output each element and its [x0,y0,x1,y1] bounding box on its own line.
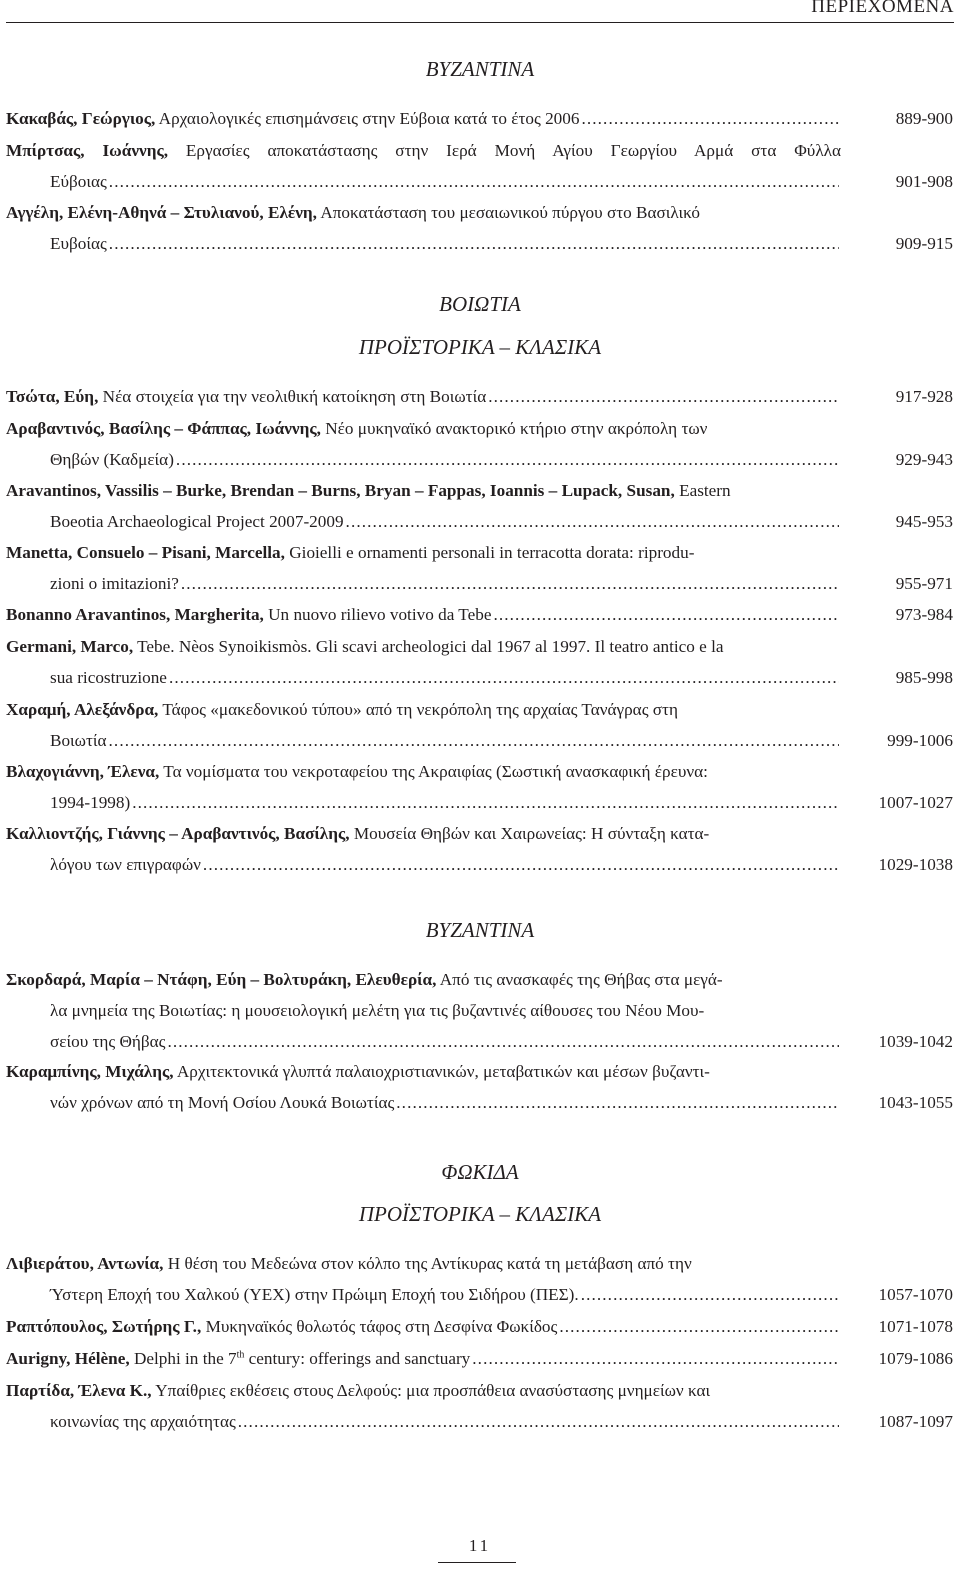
toc-entry [6,694,953,756]
entry-title-cont: νών χρόνων από τη Μονή Οσίου Λουκά Βοιωτίας [50,1093,395,1112]
period-heading: ΠΡΟΪΣΤΟΡΙΚΑ – ΚΛΑΣΙΚΑ [358,335,602,359]
entry-pages: 1007-1027 [878,793,953,812]
entry-pages: 985-998 [895,668,953,687]
entry-pages: 1071-1078 [878,1317,953,1336]
entry-pages: 889-900 [895,109,953,128]
entry-title-cont: κοινωνίας της αρχαιότητας [50,1412,236,1431]
entry-title-cont: zioni o imitazioni? [50,574,179,593]
entry-pages: 1057-1070 [878,1285,953,1304]
entry-author: Germani, Marco, [6,637,134,656]
entry-title-cont: λόγου των επιγραφών [50,855,201,874]
leader-dots [132,787,839,818]
leader-dots [346,506,839,537]
entry-author: Τσώτα, Εύη, [6,387,99,406]
entry-title: Από τις ανασκαφές της Θήβας στα μεγά- [436,970,723,989]
leader-dots [581,1279,839,1310]
entry-title: Eastern [674,481,731,500]
toc-entry [6,103,953,134]
entry-title: Un nuovo rilievo votivo da Tebe [263,605,492,624]
leader-dots [493,599,839,630]
leader-dots [109,228,839,259]
toc-entry [6,631,953,693]
entry-author: Κακαβάς, Γεώργιος, [6,109,156,128]
entry-pages: 1079-1086 [878,1349,953,1368]
running-head-title: ΠΕΡΙΕΧΟΜΕΝΑ [811,0,954,17]
entry-author: Παρτίδα, Έλενα Κ., [6,1381,152,1400]
toc-entry [6,1343,953,1374]
entry-title: Μυκηναϊκός θολωτός τάφος στη Δεσφίνα Φωκίδος [201,1317,558,1336]
leader-dots [169,662,839,693]
entry-title-cont: Βοιωτία [50,731,107,750]
section-heading: ΒΥΖΑΝΤΙΝΑ [425,918,535,942]
entry-pages: 901-908 [895,172,953,191]
running-head [6,0,954,23]
page-number: 11 [468,1536,492,1555]
leader-dots [238,1406,839,1437]
entry-pages: 999-1006 [887,731,953,750]
toc-entry [6,1375,953,1437]
toc-entry [6,1311,953,1342]
toc-entry [6,964,953,1057]
entry-author: Aurigny, Hélène, [6,1349,130,1368]
toc-entry [6,413,953,475]
leader-dots [176,444,839,475]
entry-author: Αγγέλη, Ελένη-Αθηνά – Στυλιανού, Ελένη, [6,203,317,222]
toc-entry [6,599,953,630]
entry-author: Aravantinos, Vassilis – Burke, Brendan – Burns, Bryan – Fappas, Ioannis – Lupack, Susan, [6,481,675,500]
entry-pages: 929-943 [895,450,953,469]
entry-pages: 917-928 [895,387,953,406]
entry-author: Λιβιεράτου, Αντωνία, [6,1254,164,1273]
region-heading: ΒΟΙΩΤΙΑ [439,292,521,316]
entry-author: Χαραμή, Αλεξάνδρα, [6,700,159,719]
entry-title: Αποκατάσταση του μεσαιωνικού πύργου στο Βασιλικό [316,203,700,222]
entry-title-cont: Ύστερη Εποχή του Χαλκού (ΥΕΧ) στην Πρώιμη Εποχή του Σιδήρου (ΠΕΣ). [50,1285,579,1304]
entry-author: Καραμπίνης, Μιχάλης, [6,1062,174,1081]
entry-title: Υπαίθριες εκθέσεις στους Δελφούς: μια προσπάθεια ανασύστασης μνημείων και [151,1381,711,1400]
entry-title: Μουσεία Θηβών και Χαιρωνείας: Η σύνταξη κατα- [349,824,710,843]
toc-entry [6,197,953,259]
entry-pages: 1029-1038 [878,855,953,874]
entry-title: Gioielli e ornamenti personali in terracotta dorata: riprodu- [284,543,695,562]
entry-title-cont: λα μνημεία της Βοιωτίας: η μουσειολογική μελέτη για τις βυζαντινές αίθουσες του Νέου Μου- [50,1001,705,1020]
toc-entry [6,756,953,818]
period-heading: ΠΡΟΪΣΤΟΡΙΚΑ – ΚΛΑΣΙΚΑ [358,1202,602,1226]
leader-dots [203,849,839,880]
entry-title-cont: σείου της Θήβας [50,1032,166,1051]
toc-entry [6,1248,953,1310]
section-heading: ΒΥΖΑΝΤΙΝΑ [425,57,535,81]
entry-author: Σκορδαρά, Μαρία – Ντάφη, Εύη – Βολτυράκη, Ελευθερία, [6,970,437,989]
entry-title-cont: Εύβοιας [50,172,107,191]
entry-author: Bonanno Aravantinos, Margherita, [6,605,264,624]
entry-title: Tebe. Nèos Synoikismòs. Gli scavi archeologici dal 1967 al 1997. Il teatro antico e la [133,637,724,656]
toc-entry [6,135,953,197]
entry-title-cont: Ευβοίας [50,234,107,253]
entry-pages: 1039-1042 [878,1032,953,1051]
ordinal-suffix: th [236,1349,245,1361]
toc-entry [6,475,953,537]
entry-title-cont: 1994-1998) [50,793,131,812]
entry-pages: 955-971 [895,574,953,593]
entry-title-cont: Θηβών (Καδμεία) [50,450,174,469]
entry-title: Τα νομίσματα του νεκροταφείου της Ακραιφίας (Σωστική ανασκαφική έρευνα: [159,762,708,781]
leader-dots [181,568,839,599]
entry-title: Νέο μυκηναϊκό ανακτορικό κτήριο στην ακρόπολη των [320,419,708,438]
toc-entry [6,381,953,412]
entry-title: Delphi in the 7 [129,1349,237,1368]
entry-title-cont: sua ricostruzione [50,668,167,687]
entry-author: Ραπτόπουλος, Σωτήρης Γ., [6,1317,202,1336]
entry-pages: 973-984 [895,605,953,624]
leader-dots [472,1343,839,1374]
entry-pages: 1043-1055 [878,1093,953,1112]
leader-dots [167,1026,839,1057]
entry-title: Τάφος «μακεδονικού τύπου» από τη νεκρόπολη της αρχαίας Τανάγρας στη [158,700,678,719]
entry-author: Manetta, Consuelo – Pisani, Marcella, [6,543,285,562]
leader-dots [488,381,839,412]
entry-author: Καλλιοντζής, Γιάννης – Αραβαντινός, Βασίλης, [6,824,350,843]
toc-entry [6,537,953,599]
toc-entry [6,818,953,880]
region-heading: ΦΩΚΙΔΑ [441,1160,519,1184]
toc-entry [6,1056,953,1118]
leader-dots [581,103,839,134]
entry-author: Αραβαντινός, Βασίλης – Φάππας, Ιωάννης, [6,419,321,438]
entry-pages: 945-953 [895,512,953,531]
entry-author: Μπίρτσας, Ιωάννης, [6,141,169,160]
leader-dots [396,1087,839,1118]
leader-dots [559,1311,839,1342]
entry-title: century: offerings and sanctuary [244,1349,471,1368]
entry-title: Αρχαιολογικές επισημάνσεις στην Εύβοια κατά το έτος 2006 [155,109,580,128]
leader-dots [109,166,839,197]
entry-title: Εργασίες αποκατάστασης στην Ιερά Μονή Αγίου Γεωργίου Αρμά στα Φύλλα [168,141,841,160]
leader-dots [109,725,839,756]
entry-title-cont: Boeotia Archaeological Project 2007-2009 [50,512,344,531]
entry-title: Νέα στοιχεία για την νεολιθική κατοίκηση στη Βοιωτία [98,387,487,406]
entry-pages: 1087-1097 [878,1412,953,1431]
entry-title: Η θέση του Μεδεώνα στον κόλπο της Αντίκυρας κατά τη μετάβαση από την [163,1254,692,1273]
folio-rule [438,1562,516,1563]
entry-author: Βλαχογιάννη, Έλενα, [6,762,160,781]
entry-title: Αρχιτεκτονικά γλυπτά παλαιοχριστιανικών, μεταβατικών και μέσων βυζαντι- [173,1062,710,1081]
entry-pages: 909-915 [895,234,953,253]
